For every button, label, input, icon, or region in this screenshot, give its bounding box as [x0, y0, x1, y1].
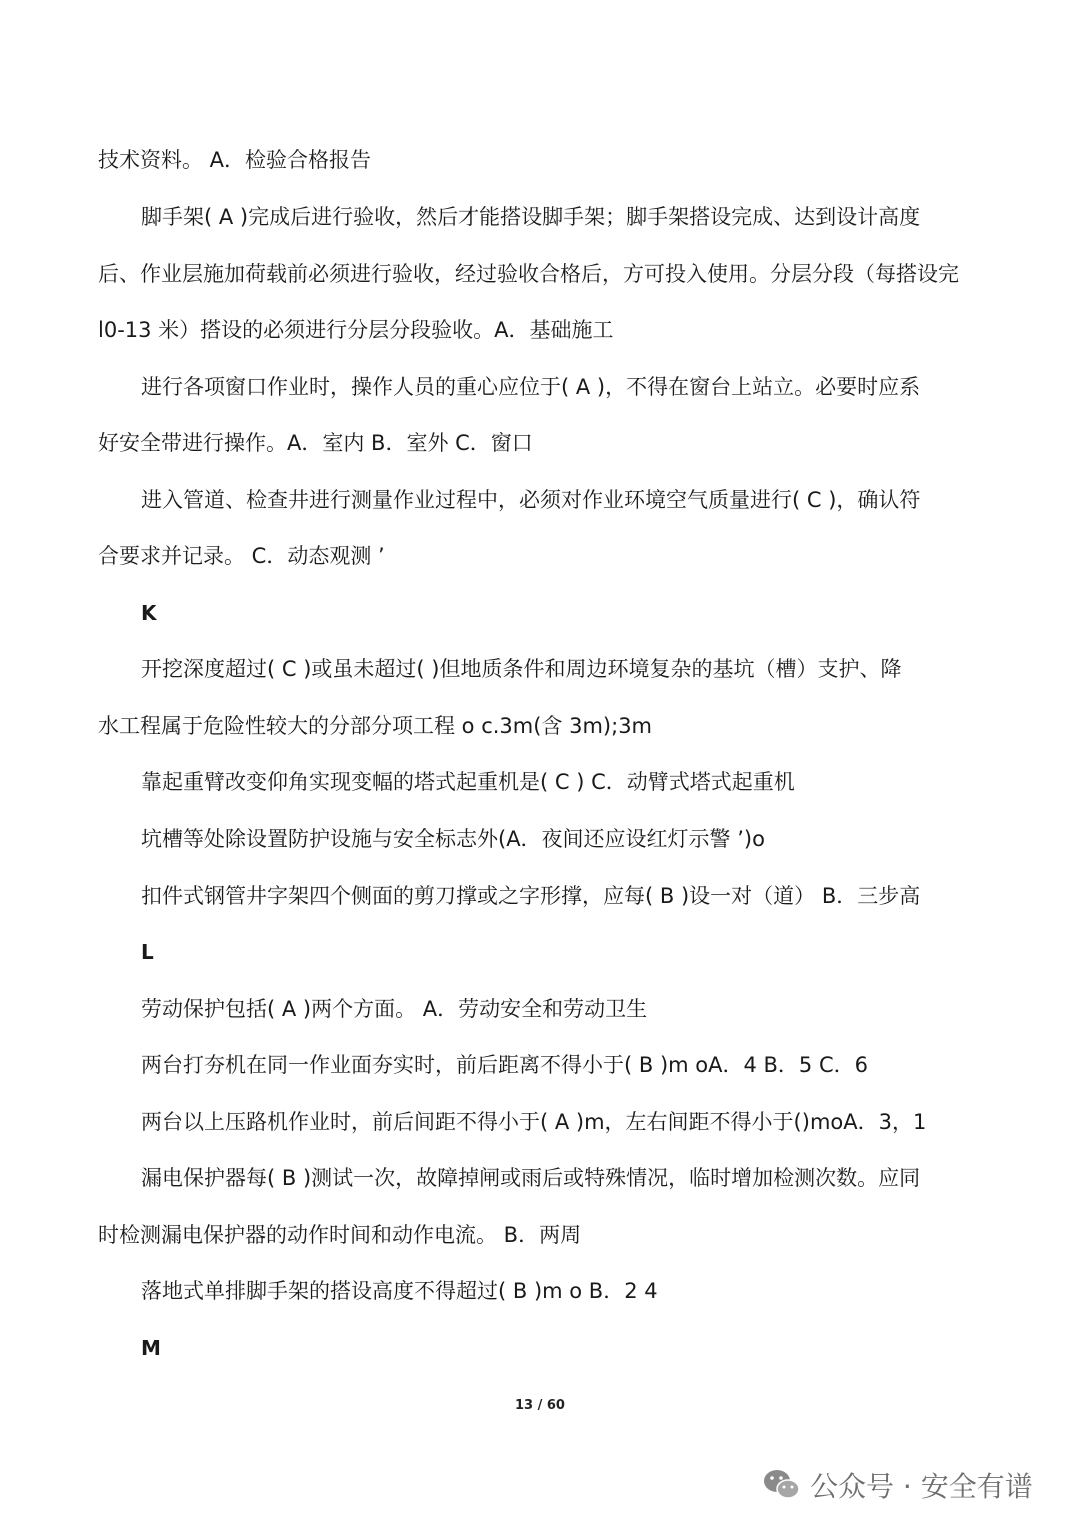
- text-line: 后、作业层施加荷载前必须进行验收，经过验收合格后，方可投入使用。分层分段（每搭设完: [98, 262, 959, 286]
- page-number: 13 / 60: [515, 1398, 565, 1413]
- watermark-text: 公众号 · 安全有谱: [810, 1470, 1033, 1503]
- text-line: 进行各项窗口作业时，操作人员的重心应位于( A )，不得在窗台上站立。必要时应系: [141, 375, 921, 399]
- text-line: 合要求并记录。 C．动态观测 ’: [98, 544, 385, 568]
- text-line: 坑槽等处除设置防护设施与安全标志外(A．夜间还应设红灯示警 ’)o: [141, 827, 765, 851]
- text-line: 脚手架( A )完成后进行验收，然后才能搭设脚手架；脚手架搭设完成、达到设计高度: [141, 205, 921, 229]
- section-letter: M: [141, 1336, 161, 1360]
- wechat-icon: [762, 1467, 802, 1503]
- section-letter: L: [141, 940, 154, 964]
- text-line: 劳动保护包括( A )两个方面。 A．劳动安全和劳动卫生: [141, 997, 648, 1021]
- text-line: 时检测漏电保护器的动作时间和动作电流。 B．两周: [98, 1223, 582, 1247]
- text-line: 两台以上压路机作业时，前后间距不得小于( A )m，左右间距不得小于()moA．3，1: [141, 1110, 927, 1134]
- text-line: 扣件式钢管井字架四个侧面的剪刀撑或之字形撑，应每( B )设一对（道） B．三步高: [141, 884, 921, 908]
- text-line: 落地式单排脚手架的搭设高度不得超过( B )m o B．2 4: [141, 1279, 658, 1303]
- section-letter: K: [141, 601, 157, 625]
- text-line: 两台打夯机在同一作业面夯实时，前后距离不得小于( B )m oA．4 B．5 C．6: [141, 1053, 868, 1077]
- watermark: [762, 1465, 1033, 1505]
- text-line: 靠起重臂改变仰角实现变幅的塔式起重机是( C ) C．动臂式塔式起重机: [141, 770, 795, 794]
- text-line: 好安全带进行操作。A．室内 B．室外 C．窗口: [98, 431, 533, 455]
- text-line: 水工程属于危险性较大的分部分项工程 o c.3m(含 3m);3m: [98, 714, 653, 738]
- text-line: 技术资料。 A．检验合格报告: [98, 148, 372, 172]
- text-line: l0-13 米）搭设的必须进行分层分段验收。A．基础施工: [98, 318, 614, 342]
- text-line: 漏电保护器每( B )测试一次，故障掉闸或雨后或特殊情况，临时增加检测次数。应同: [141, 1166, 921, 1190]
- text-line: 开挖深度超过( C )或虽未超过( )但地质条件和周边环境复杂的基坑（槽）支护、降: [141, 657, 902, 681]
- text-line: 进入管道、检查井进行测量作业过程中，必须对作业环境空气质量进行( C )，确认符: [141, 488, 921, 512]
